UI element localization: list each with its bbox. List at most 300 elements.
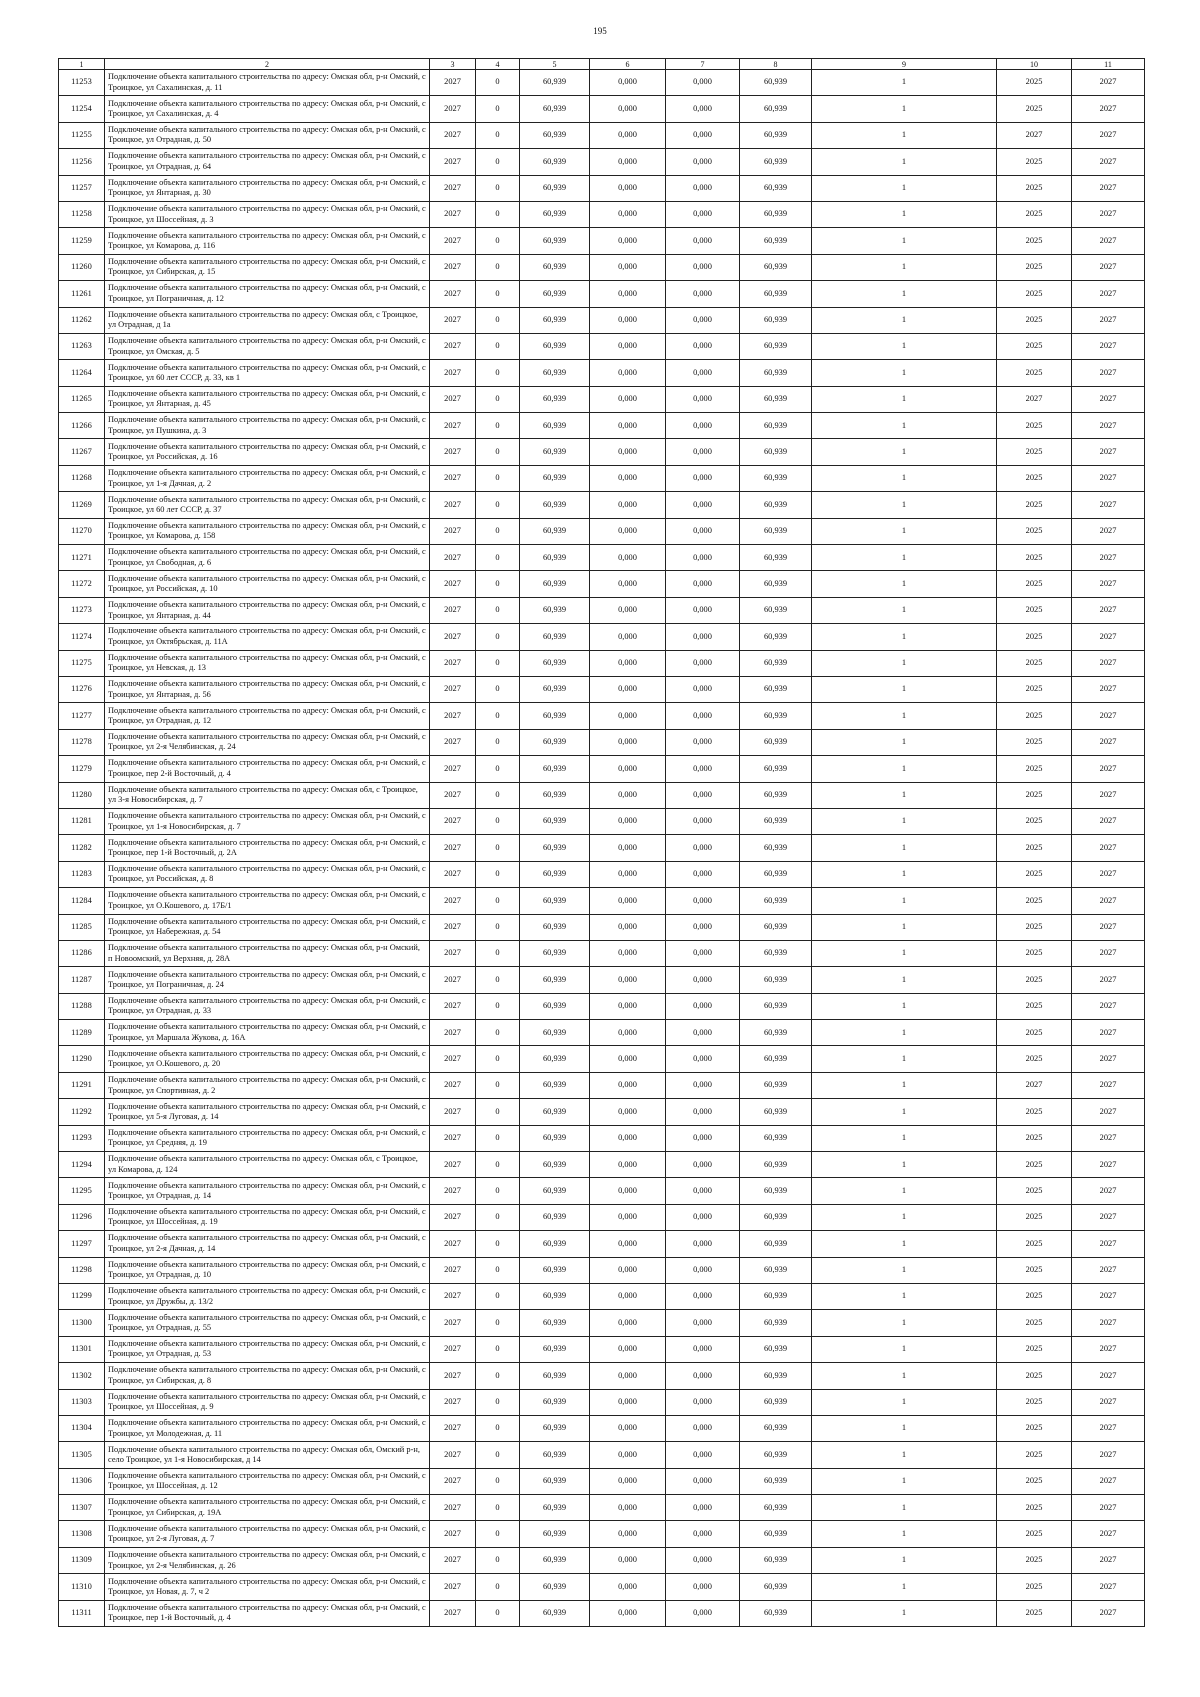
count-cell: 1 [812,122,997,148]
start-year-cell: 2025 [997,201,1072,227]
value-cell: 0,000 [590,254,666,280]
count-cell: 1 [812,439,997,465]
value-cell: 0 [476,1389,520,1415]
value-cell: 60,939 [740,1600,812,1626]
value-cell: 0,000 [666,254,740,280]
total-cell: 60,939 [520,835,590,861]
value-cell: 0 [476,1574,520,1600]
total-cell: 60,939 [520,808,590,834]
value-cell: 0 [476,624,520,650]
value-cell: 0 [476,1231,520,1257]
value-cell: 60,939 [740,465,812,491]
end-year-cell: 2027 [1072,729,1145,755]
row-number-cell: 11297 [59,1231,105,1257]
end-year-cell: 2027 [1072,307,1145,333]
table-header-row [59,59,1145,70]
value-cell: 60,939 [740,413,812,439]
count-cell: 1 [812,518,997,544]
description-cell: Подключение объекта капитального строительства по адресу: Омская обл, р-н Омский, с Троицкое, ул Шоссейная, д. 9 [105,1389,430,1415]
value-cell: 0,000 [590,676,666,702]
table-row [59,571,1145,597]
description-cell: Подключение объекта капитального строительства по адресу: Омская обл, р-н Омский, с Троицкое, ул Шоссейная, д. 3 [105,201,430,227]
header-cell: 9 [812,59,997,70]
row-number-cell: 11291 [59,1072,105,1098]
row-number-cell: 11255 [59,122,105,148]
value-cell: 0 [476,1020,520,1046]
description-cell: Подключение объекта капитального строительства по адресу: Омская обл, р-н Омский, с Троицкое, ул 1-я Новосибирская, д. 7 [105,808,430,834]
count-cell: 1 [812,386,997,412]
count-cell: 1 [812,307,997,333]
end-year-cell: 2027 [1072,492,1145,518]
row-number-cell: 11282 [59,835,105,861]
year-cell: 2027 [430,70,476,96]
count-cell: 1 [812,782,997,808]
row-number-cell: 11287 [59,967,105,993]
description-cell: Подключение объекта капитального строительства по адресу: Омская обл, р-н Омский, с Троицкое, ул Отрадная, д. 55 [105,1310,430,1336]
value-cell: 0 [476,465,520,491]
table-row [59,1363,1145,1389]
start-year-cell: 2025 [997,888,1072,914]
value-cell: 0,000 [590,333,666,359]
start-year-cell: 2025 [997,1547,1072,1573]
start-year-cell: 2025 [997,1046,1072,1072]
value-cell: 0,000 [666,175,740,201]
year-cell: 2027 [430,386,476,412]
end-year-cell: 2027 [1072,1521,1145,1547]
count-cell: 1 [812,1547,997,1573]
total-cell: 60,939 [520,861,590,887]
row-number-cell: 11298 [59,1257,105,1283]
row-number-cell: 11293 [59,1125,105,1151]
total-cell: 60,939 [520,1152,590,1178]
value-cell: 0,000 [590,492,666,518]
table-row [59,1257,1145,1283]
table-row [59,201,1145,227]
value-cell: 60,939 [740,1389,812,1415]
table-row [59,149,1145,175]
description-cell: Подключение объекта капитального строительства по адресу: Омская обл, р-н Омский, с Троицкое, ул Российская, д. 16 [105,439,430,465]
value-cell: 0,000 [666,861,740,887]
start-year-cell: 2025 [997,1600,1072,1626]
value-cell: 0 [476,1468,520,1494]
value-cell: 60,939 [740,1283,812,1309]
value-cell: 0 [476,993,520,1019]
total-cell: 60,939 [520,70,590,96]
total-cell: 60,939 [520,360,590,386]
value-cell: 0,000 [590,835,666,861]
value-cell: 0,000 [590,940,666,966]
total-cell: 60,939 [520,1020,590,1046]
value-cell: 60,939 [740,756,812,782]
value-cell: 60,939 [740,1020,812,1046]
row-number-cell: 11258 [59,201,105,227]
header-cell: 6 [590,59,666,70]
description-cell: Подключение объекта капитального строительства по адресу: Омская обл, р-н Омский, с Троицкое, ул Сибирская, д. 8 [105,1363,430,1389]
count-cell: 1 [812,1521,997,1547]
year-cell: 2027 [430,1600,476,1626]
value-cell: 0 [476,967,520,993]
description-cell: Подключение объекта капитального строительства по адресу: Омская обл, р-н Омский, с Троицкое, ул Омская, д. 5 [105,333,430,359]
value-cell: 0,000 [590,96,666,122]
description-cell: Подключение объекта капитального строительства по адресу: Омская обл, р-н Омский, с Троицкое, ул Сибирская, д. 15 [105,254,430,280]
start-year-cell: 2025 [997,703,1072,729]
value-cell: 0 [476,307,520,333]
row-number-cell: 11271 [59,545,105,571]
year-cell: 2027 [430,439,476,465]
value-cell: 60,939 [740,492,812,518]
year-cell: 2027 [430,624,476,650]
count-cell: 1 [812,70,997,96]
value-cell: 0,000 [590,281,666,307]
start-year-cell: 2025 [997,756,1072,782]
value-cell: 60,939 [740,808,812,834]
start-year-cell: 2027 [997,122,1072,148]
count-cell: 1 [812,1204,997,1230]
description-cell: Подключение объекта капитального строительства по адресу: Омская обл, с Троицкое, ул Отрадная, д 1а [105,307,430,333]
value-cell: 60,939 [740,70,812,96]
table-row [59,281,1145,307]
row-number-cell: 11311 [59,1600,105,1626]
row-number-cell: 11267 [59,439,105,465]
value-cell: 0,000 [590,1547,666,1573]
year-cell: 2027 [430,149,476,175]
start-year-cell: 2025 [997,808,1072,834]
value-cell: 0 [476,940,520,966]
value-cell: 0,000 [590,1574,666,1600]
row-number-cell: 11285 [59,914,105,940]
count-cell: 1 [812,175,997,201]
count-cell: 1 [812,1574,997,1600]
count-cell: 1 [812,413,997,439]
header-cell: 3 [430,59,476,70]
value-cell: 60,939 [740,439,812,465]
start-year-cell: 2025 [997,624,1072,650]
table-row [59,360,1145,386]
value-cell: 0,000 [666,360,740,386]
start-year-cell: 2025 [997,571,1072,597]
description-cell: Подключение объекта капитального строительства по адресу: Омская обл, р-н Омский, п Новоомский, ул Верхняя, д. 28А [105,940,430,966]
value-cell: 60,939 [740,729,812,755]
value-cell: 0 [476,360,520,386]
year-cell: 2027 [430,307,476,333]
value-cell: 60,939 [740,1468,812,1494]
count-cell: 1 [812,492,997,518]
end-year-cell: 2027 [1072,888,1145,914]
count-cell: 1 [812,1442,997,1468]
description-cell: Подключение объекта капитального строительства по адресу: Омская обл, р-н Омский, с Троицкое, пер 1-й Восточный, д. 2А [105,835,430,861]
description-cell: Подключение объекта капитального строительства по адресу: Омская обл, р-н Омский, с Троицкое, ул Янтарная, д. 56 [105,676,430,702]
value-cell: 0,000 [590,1468,666,1494]
end-year-cell: 2027 [1072,1310,1145,1336]
end-year-cell: 2027 [1072,360,1145,386]
description-cell: Подключение объекта капитального строительства по адресу: Омская обл, р-н Омский, с Троицкое, ул Отрадная, д. 53 [105,1336,430,1362]
description-cell: Подключение объекта капитального строительства по адресу: Омская обл, р-н Омский, с Троицкое, ул 60 лет СССР, д. 37 [105,492,430,518]
value-cell: 0 [476,597,520,623]
value-cell: 60,939 [740,1442,812,1468]
value-cell: 60,939 [740,650,812,676]
row-number-cell: 11279 [59,756,105,782]
start-year-cell: 2025 [997,281,1072,307]
end-year-cell: 2027 [1072,254,1145,280]
value-cell: 0 [476,1336,520,1362]
value-cell: 0,000 [590,1600,666,1626]
count-cell: 1 [812,1099,997,1125]
value-cell: 0 [476,439,520,465]
value-cell: 60,939 [740,281,812,307]
total-cell: 60,939 [520,545,590,571]
start-year-cell: 2025 [997,1574,1072,1600]
year-cell: 2027 [430,201,476,227]
table-row [59,861,1145,887]
row-number-cell: 11262 [59,307,105,333]
value-cell: 60,939 [740,861,812,887]
year-cell: 2027 [430,1574,476,1600]
value-cell: 60,939 [740,597,812,623]
count-cell: 1 [812,650,997,676]
value-cell: 0,000 [590,360,666,386]
total-cell: 60,939 [520,439,590,465]
description-cell: Подключение объекта капитального строительства по адресу: Омская обл, с Троицкое, ул 3-я Новосибирская, д. 7 [105,782,430,808]
value-cell: 0 [476,808,520,834]
table-row [59,70,1145,96]
total-cell: 60,939 [520,1574,590,1600]
row-number-cell: 11254 [59,96,105,122]
value-cell: 0 [476,122,520,148]
table-row [59,940,1145,966]
row-number-cell: 11300 [59,1310,105,1336]
value-cell: 60,939 [740,1336,812,1362]
year-cell: 2027 [430,254,476,280]
table-row [59,1072,1145,1098]
year-cell: 2027 [430,413,476,439]
value-cell: 0,000 [590,729,666,755]
end-year-cell: 2027 [1072,861,1145,887]
table-row [59,439,1145,465]
count-cell: 1 [812,1468,997,1494]
year-cell: 2027 [430,967,476,993]
value-cell: 0,000 [590,1521,666,1547]
value-cell: 60,939 [740,940,812,966]
value-cell: 0,000 [590,1072,666,1098]
total-cell: 60,939 [520,650,590,676]
value-cell: 60,939 [740,914,812,940]
value-cell: 0,000 [666,1204,740,1230]
year-cell: 2027 [430,1257,476,1283]
count-cell: 1 [812,993,997,1019]
start-year-cell: 2025 [997,492,1072,518]
value-cell: 0 [476,888,520,914]
value-cell: 0,000 [666,676,740,702]
value-cell: 0,000 [590,597,666,623]
value-cell: 0,000 [590,703,666,729]
page-number: 195 [593,26,607,36]
end-year-cell: 2027 [1072,1336,1145,1362]
start-year-cell: 2025 [997,1099,1072,1125]
start-year-cell: 2025 [997,1495,1072,1521]
end-year-cell: 2027 [1072,1574,1145,1600]
value-cell: 60,939 [740,993,812,1019]
table-row [59,993,1145,1019]
year-cell: 2027 [430,861,476,887]
value-cell: 0,000 [666,624,740,650]
value-cell: 0,000 [590,1389,666,1415]
value-cell: 0,000 [666,1389,740,1415]
year-cell: 2027 [430,597,476,623]
year-cell: 2027 [430,1178,476,1204]
end-year-cell: 2027 [1072,1204,1145,1230]
end-year-cell: 2027 [1072,386,1145,412]
value-cell: 60,939 [740,307,812,333]
value-cell: 60,939 [740,782,812,808]
start-year-cell: 2025 [997,1442,1072,1468]
year-cell: 2027 [430,175,476,201]
year-cell: 2027 [430,333,476,359]
value-cell: 0,000 [666,1468,740,1494]
table-row [59,228,1145,254]
total-cell: 60,939 [520,254,590,280]
row-number-cell: 11268 [59,465,105,491]
start-year-cell: 2025 [997,413,1072,439]
end-year-cell: 2027 [1072,1046,1145,1072]
start-year-cell: 2025 [997,676,1072,702]
value-cell: 0,000 [666,1521,740,1547]
table-row [59,1046,1145,1072]
description-cell: Подключение объекта капитального строительства по адресу: Омская обл, р-н Омский, с Троицкое, ул Средняя, д. 19 [105,1125,430,1151]
value-cell: 0 [476,1125,520,1151]
row-number-cell: 11283 [59,861,105,887]
table-row [59,967,1145,993]
table-row [59,175,1145,201]
total-cell: 60,939 [520,597,590,623]
count-cell: 1 [812,1046,997,1072]
year-cell: 2027 [430,281,476,307]
table-row [59,914,1145,940]
value-cell: 0,000 [590,914,666,940]
year-cell: 2027 [430,1072,476,1098]
end-year-cell: 2027 [1072,1099,1145,1125]
value-cell: 0,000 [590,1099,666,1125]
total-cell: 60,939 [520,149,590,175]
description-cell: Подключение объекта капитального строительства по адресу: Омская обл, Омский р-н, село Троицкое, ул 1-я Новосибирская, д 14 [105,1442,430,1468]
value-cell: 0 [476,545,520,571]
table-row [59,729,1145,755]
total-cell: 60,939 [520,676,590,702]
total-cell: 60,939 [520,782,590,808]
total-cell: 60,939 [520,1389,590,1415]
value-cell: 60,939 [740,175,812,201]
value-cell: 0,000 [666,1547,740,1573]
header-cell: 7 [666,59,740,70]
year-cell: 2027 [430,1046,476,1072]
count-cell: 1 [812,1415,997,1441]
year-cell: 2027 [430,1125,476,1151]
year-cell: 2027 [430,122,476,148]
row-number-cell: 11278 [59,729,105,755]
end-year-cell: 2027 [1072,201,1145,227]
value-cell: 0 [476,254,520,280]
table-row [59,1178,1145,1204]
description-cell: Подключение объекта капитального строительства по адресу: Омская обл, р-н Омский, с Троицкое, ул Шоссейная, д. 19 [105,1204,430,1230]
start-year-cell: 2025 [997,1231,1072,1257]
total-cell: 60,939 [520,1415,590,1441]
start-year-cell: 2025 [997,782,1072,808]
value-cell: 0,000 [590,1046,666,1072]
count-cell: 1 [812,835,997,861]
description-cell: Подключение объекта капитального строительства по адресу: Омская обл, р-н Омский, с Троицкое, ул Спортивная, д. 2 [105,1072,430,1098]
value-cell: 0,000 [666,1125,740,1151]
value-cell: 0 [476,676,520,702]
value-cell: 0,000 [590,386,666,412]
description-cell: Подключение объекта капитального строительства по адресу: Омская обл, р-н Омский, с Троицкое, ул Маршала Жукова, д. 16А [105,1020,430,1046]
value-cell: 0 [476,70,520,96]
table-row [59,1415,1145,1441]
start-year-cell: 2025 [997,1521,1072,1547]
year-cell: 2027 [430,360,476,386]
total-cell: 60,939 [520,703,590,729]
total-cell: 60,939 [520,624,590,650]
year-cell: 2027 [430,1336,476,1362]
start-year-cell: 2025 [997,1363,1072,1389]
end-year-cell: 2027 [1072,703,1145,729]
description-cell: Подключение объекта капитального строительства по адресу: Омская обл, р-н Омский, с Троицкое, ул Пограничная, д. 12 [105,281,430,307]
value-cell: 0,000 [590,808,666,834]
total-cell: 60,939 [520,1442,590,1468]
value-cell: 0,000 [590,967,666,993]
value-cell: 0,000 [590,1152,666,1178]
start-year-cell: 2025 [997,993,1072,1019]
value-cell: 60,939 [740,228,812,254]
end-year-cell: 2027 [1072,1020,1145,1046]
value-cell: 0 [476,1099,520,1125]
year-cell: 2027 [430,729,476,755]
value-cell: 0,000 [666,993,740,1019]
value-cell: 60,939 [740,1204,812,1230]
value-cell: 0,000 [590,465,666,491]
year-cell: 2027 [430,1415,476,1441]
value-cell: 0,000 [590,413,666,439]
row-number-cell: 11281 [59,808,105,834]
value-cell: 0,000 [666,545,740,571]
end-year-cell: 2027 [1072,1283,1145,1309]
total-cell: 60,939 [520,492,590,518]
value-cell: 0,000 [666,914,740,940]
row-number-cell: 11299 [59,1283,105,1309]
value-cell: 0,000 [590,307,666,333]
count-cell: 1 [812,624,997,650]
table-row [59,1283,1145,1309]
description-cell: Подключение объекта капитального строительства по адресу: Омская обл, р-н Омский, с Троицкое, ул Пограничная, д. 24 [105,967,430,993]
value-cell: 0,000 [590,1125,666,1151]
header-cell: 2 [105,59,430,70]
row-number-cell: 11265 [59,386,105,412]
end-year-cell: 2027 [1072,1547,1145,1573]
value-cell: 0 [476,650,520,676]
description-cell: Подключение объекта капитального строительства по адресу: Омская обл, р-н Омский, с Троицкое, ул Сахалинская, д. 4 [105,96,430,122]
description-cell: Подключение объекта капитального строительства по адресу: Омская обл, р-н Омский, с Троицкое, ул Отрадная, д. 14 [105,1178,430,1204]
value-cell: 60,939 [740,1178,812,1204]
total-cell: 60,939 [520,1099,590,1125]
description-cell: Подключение объекта капитального строительства по адресу: Омская обл, р-н Омский, с Троицкое, ул Дружбы, д. 13/2 [105,1283,430,1309]
row-number-cell: 11274 [59,624,105,650]
end-year-cell: 2027 [1072,1415,1145,1441]
value-cell: 0,000 [666,1574,740,1600]
row-number-cell: 11277 [59,703,105,729]
row-number-cell: 11295 [59,1178,105,1204]
table-row [59,1125,1145,1151]
value-cell: 60,939 [740,571,812,597]
year-cell: 2027 [430,650,476,676]
value-cell: 0,000 [590,571,666,597]
